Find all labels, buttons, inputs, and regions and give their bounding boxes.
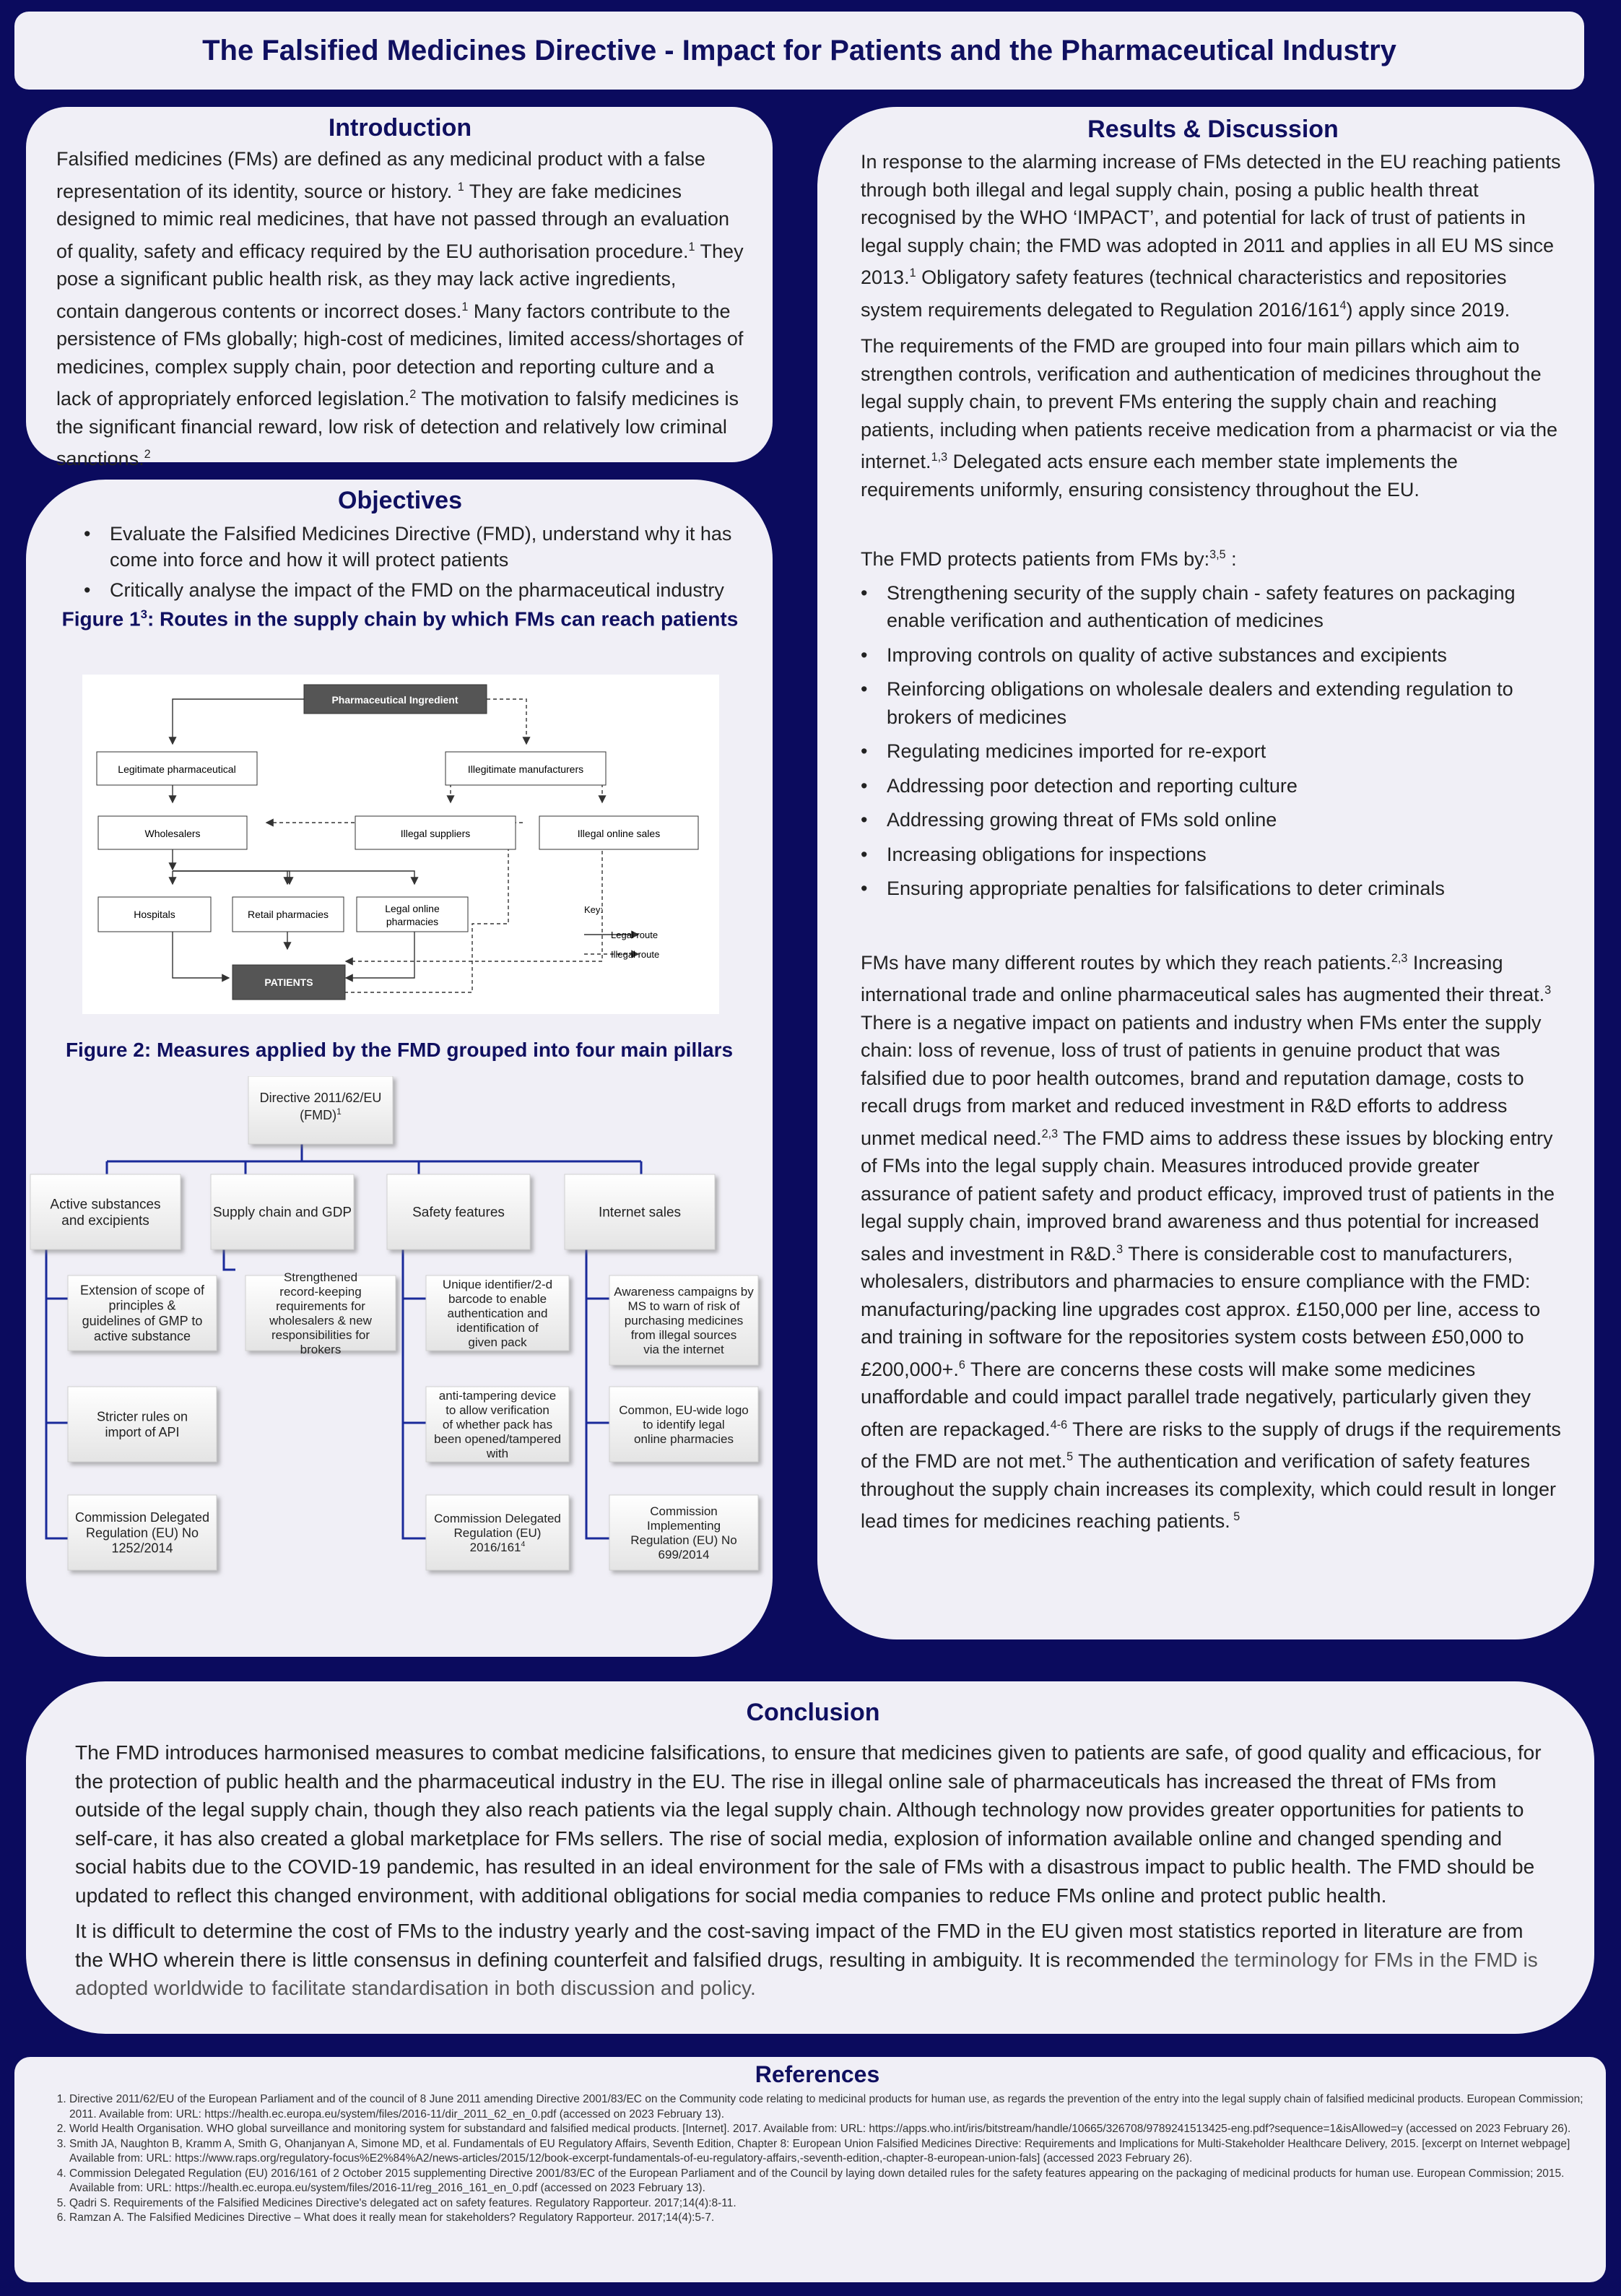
introduction-text (56, 145, 744, 473)
results-text: Increasing international trade and online pharmaceutical sales has augmented their threat. (861, 951, 1545, 1005)
citation: 1 (461, 300, 469, 313)
supply-chain-measure: Strengthened record-keeping requirements for wholesalers & new responsibilities for brokers (269, 1270, 372, 1357)
key-label: Key: (584, 904, 604, 915)
introduction-heading: Introduction (328, 114, 472, 142)
reference-item: 3. Smith JA, Naughton B, Kramm A, Smith G, Ohanjanyan A, Simone MD, et al. Fundamentals of EU Regulatory Affairs, Seventh Edition, Chapter 8: European Union Falsified Medicines Directive: Requirements and Implications for Multi-Stakeholder Healthcare Delivery, 2015. [excerpt on Internet webpage] Available from: URL: https://www.raps.org/regulatory-focus%E2%84%A2/news-articles/2015/12/book-excerpt-fundamentals-of-eu-regulatory-affairs,-seventh-edition,-chapter-8-european-union-fals] (accessed 2023 February 26). (69, 2137, 1584, 2167)
objective-item: • Evaluate the Falsified Medicines Directive (FMD), understand why it has come into force and how it will protect patients (110, 521, 745, 573)
reference-item: 4. Commission Delegated Regulation (EU) 2016/161 of 2 October 2015 supplementing Directive 2001/83/EC of the European Parliament and of the Council by laying down detailed rules for the safety features appearing on the packaging of medicinal products for human use. European Commission; 2015. Available from: URL: https://health.ec.europa.eu/system/files/2016-11/reg_2016_161_en_0.pdf (accessed on 2023 February 13). (69, 2167, 1584, 2196)
references-list (51, 2092, 1584, 2226)
citation: 2 (409, 388, 417, 401)
node-illegal-online-sales: Illegal online sales (577, 828, 661, 839)
citation: 2,3 (1391, 951, 1408, 965)
results-paragraph-4 (861, 945, 1565, 1535)
supply-chain-diagram (82, 675, 719, 1014)
references-heading: References (755, 2061, 880, 2087)
active-substances-measure: Stricter rules on import of API (96, 1409, 188, 1439)
node-legal-online-pharmacies-2: pharmacies (386, 916, 439, 927)
conclusion-paragraph-1: The FMD introduces harmonised measures to combat medicine falsifications, to ensure that medicines given to patients are safe, of good quality and efficacious, for the protection of public health and the pharmaceutical industry in the EU. The rise in illegal online sale of pharmaceuticals has increased the threat of FMs from outside of the legal supply chain, though they also reach patients via the legal supply chain. Although technology now provides greater opportunities for patients to self-care, it has also created a global marketplace for FMs sellers. The rise of social media, explosion of information available online and changed spending and social habits due to the COVID-19 pandemic, has resulted in an ideal environment for the sale of FMs with a disastrous impact to public health. The FMD should be updated to reflect this changed environment, with additional obligations for social media companies to reduce FMs online and protect public health. (75, 1741, 1542, 1907)
key-illegal-route: Illegal route (611, 949, 660, 960)
intro-sentence: They are fake medicines designed to mimic real medicines, that have not passed through an evaluation of quality, safety and efficacy required by the EU authorisation procedure. (56, 180, 730, 262)
root-text: (FMD) (300, 1108, 337, 1122)
results-text: There are concerns these costs will make some medicines unaffordable and could impact parallel trade negatively, particularly given they often are repackaged. (861, 1358, 1531, 1440)
protection-item: • Ensuring appropriate penalties for falsifications to deter criminals (887, 875, 1565, 903)
citation: 3 (1544, 984, 1552, 997)
citation: 1,3 (931, 451, 948, 464)
intro-sentence: They pose a significant public health risk, as they may lack active ingredients, contain dangerous contents or incorrect doses. (56, 240, 744, 322)
safety-features-measure: anti-tampering device to allow verification of whether pack has been opened/tampered with (434, 1388, 561, 1461)
objectives-heading: Objectives (338, 487, 462, 514)
results-text: FMs have many different routes by which they reach patients. (861, 951, 1391, 974)
results-heading: Results & Discussion (1087, 116, 1339, 143)
root-line-2 (300, 1106, 342, 1122)
node-patients: PATIENTS (264, 976, 313, 988)
results-text: The requirements of the FMD are grouped into four main pillars which aim to strengthen controls, verification and authentication of medicines throughout the legal supply chain, to prevent FMs entering the supply chain and reaching patients, including when patients receive medication from a pharmacist or via the internet. (861, 335, 1557, 472)
figure2-caption: Figure 2: Measures applied by the FMD grouped into four main pillars (65, 1039, 734, 1061)
node-illegal-suppliers: Illegal suppliers (400, 828, 471, 839)
protection-item: • Improving controls on quality of active substances and excipients (887, 641, 1565, 670)
poster-title: The Falsified Medicines Directive - Impact for Patients and the Pharmaceutical Industry (202, 34, 1396, 66)
intro-sentence: Many factors contribute to the persistence of FMs globally; high-cost of medicines, limited access/shortages of medicines, complex supply chain, poor detection and reporting culture and a lack of appropriately enforced legislation. (56, 300, 744, 410)
safety-features-measure: Commission Delegated Regulation (EU) $2016/161^4$ (434, 1511, 561, 1555)
protection-item: • Strengthening security of the supply chain - safety features on packaging enable verification and authentication of medicines (887, 579, 1565, 635)
objectives-list (55, 521, 745, 603)
internet-sales-measure: Common, EU-wide logo to identify legal online pharmacies (619, 1403, 749, 1447)
title-banner (14, 12, 1584, 90)
results-text: There are risks to the supply of drugs if the requirements of the FMD are not met. (861, 1418, 1561, 1472)
results-paragraph-1 (861, 148, 1565, 324)
citation: 5 (1066, 1450, 1074, 1463)
results-text: In response to the alarming increase of FMs detected in the EU reaching patients through both illegal and legal supply chain, posing a public health threat recognised by the WHO ‘IMPACT’, and potential for lack of trust of patients in legal supply chain; the FMD was adopted in 2011 and applies in all EU MS since 2013. (861, 151, 1561, 288)
citation: 3 (140, 607, 147, 621)
results-text: The FMD aims to address these issues by blocking entry of FMs into the legal supply chain. Measures introduced provide greater assurance of patient safety and product efficacy, improved trust of patients in the legal supply chain, improved brand awareness and thus potential for increased sales and investment in R&D. (861, 1127, 1555, 1265)
conclusion-text: the terminology for FMs in the FMD is adopted worldwide to facilitate standardisation in both discussion and policy. (75, 1948, 1538, 1999)
citation: 5 (1230, 1510, 1240, 1523)
citation: 2,3 (1041, 1127, 1059, 1140)
results-text: The authentication and verification of safety features throughout the supply chain increases its complexity, which could result in longer lead times for medicines reaching patients. (861, 1450, 1557, 1532)
root-line-1: Directive 2011/62/EU (259, 1091, 382, 1105)
fmd-pillars-diagram (29, 1076, 767, 1596)
conclusion-heading: Conclusion (746, 1699, 880, 1726)
protection-item: • Regulating medicines imported for re-export (887, 737, 1565, 766)
node-legal-online-pharmacies-1: Legal online (385, 903, 440, 914)
key-legal-route: Legal route (611, 930, 659, 940)
citation: 4 (1339, 298, 1347, 312)
internet-sales-measure: Awareness campaigns by MS to warn of risk of purchasing medicines from illegal sources via the internet (614, 1284, 754, 1357)
protection-item: • Addressing growing threat of FMs sold online (887, 806, 1565, 834)
internet-sales-measure: Commission Implementing Regulation (EU) No 699/2014 (630, 1504, 737, 1562)
node-illegitimate-manufacturers: Illegitimate manufacturers (467, 763, 584, 775)
protection-list (861, 579, 1565, 903)
caption-text: : Routes in the supply chain by which FMs can reach patients (147, 607, 739, 631)
active-substances-measure: Commission Delegated Regulation (EU) No 1252/2014 (74, 1510, 210, 1556)
node-legitimate-pharmaceutical: Legitimate pharmaceutical (118, 763, 236, 775)
pillar-3: Safety features (412, 1205, 505, 1221)
protection-item: • Reinforcing obligations on wholesale dealers and extending regulation to brokers of medicines (887, 675, 1565, 731)
conclusion-paragraph-2 (75, 1917, 1551, 2003)
results-text: Delegated acts ensure each member state implements the requirements uniformly, ensuring consistency throughout the EU. (861, 451, 1458, 501)
citation: 3 (1116, 1242, 1124, 1256)
reference-item: 2. World Health Organisation. WHO global surveillance and monitoring system for substandard and falsified medical products. [Internet]. 2017. Available from: URL: https://apps.who.int/iris/bitstream/handle/10665/326708/9789241513425-eng.pdf?sequence=1&isAllowed=y (accessed on 2023 February 26). (69, 2122, 1584, 2137)
intro-sentence: The motivation to falsify medicines is the significant financial reward, low risk of detection and relatively low criminal sanctions. (56, 388, 739, 469)
reference-item: 6. Ramzan A. The Falsified Medicines Directive – What does it really mean for stakeholders? Regulatory Rapporteur. 2017;14(4):5-7. (69, 2211, 1584, 2226)
results-text: The FMD protects patients from FMs by: (861, 548, 1210, 570)
results-text: Obligatory safety features (technical characteristics and repositories system requirements delegated to Regulation 2016/161 (861, 267, 1507, 321)
figure1-caption (55, 607, 745, 631)
pillar-1: Active substances and excipients (50, 1197, 161, 1229)
citation: 1 (909, 267, 916, 280)
citation: 4-6 (1050, 1418, 1068, 1431)
pillar-2: Supply chain and GDP (212, 1205, 352, 1221)
results-text: There is a negative impact on patients and industry when FMs enter the supply chain: loss of revenue, loss of trust of patients in genuine product that was falsified due to poor health outcomes, brand and reputation damage, costs to recall drugs from market and reduced investment in R&D efforts to address unmet medical need. (861, 1011, 1542, 1149)
citation: 3,5 (1209, 548, 1226, 561)
citation: 1 (336, 1106, 342, 1117)
protection-item: • Increasing obligations for inspections (887, 841, 1565, 869)
results-paragraph-2 (861, 332, 1565, 503)
results-text: ) apply since 2019. (1346, 298, 1511, 321)
active-substances-measure: Extension of scope of principles & guidelines of GMP to active substance (79, 1283, 205, 1344)
citation: 1 (457, 180, 464, 194)
node-retail-pharmacies: Retail pharmacies (247, 909, 329, 920)
safety-features-measure: Unique identifier/2-d barcode to enable authentication and identification of given pack (442, 1277, 553, 1350)
reference-item: 1. Directive 2011/62/EU of the European Parliament and of the council of 8 June 2011 amending Directive 2001/83/EC on the Community code relating to medicinal products for human use, as regards the prevention of the entry into the legal supply chain of falsified medicinal products. European Commission; 2011. Available from: URL: https://health.ec.europa.eu/system/files/2016-11/dir_2011_62_en_0.pdf (accessed on 2023 February 13). (69, 2092, 1584, 2122)
introduction-section (26, 107, 773, 469)
node-pharmaceutical-ingredient: Pharmaceutical Ingredient (331, 694, 459, 706)
reference-item: 5. Qadri S. Requirements of the Falsified Medicines Directive's delegated act on safety features. Regulatory Rapporteur. 2017;14(4):8-11. (69, 2196, 1584, 2211)
conclusion-text: It is difficult to determine the cost of FMs to the industry yearly and the cost-saving impact of the FMD in the EU given most statistics reported in literature are from the WHO wherein there is little consensus in defining counterfeit and falsified drugs, resulting in ambiguity. It is recommended (75, 1920, 1524, 1971)
intro-sentence: Falsified medicines (FMs) are defined as any medicinal product with a false representation of its identity, source or history. (56, 148, 705, 202)
citation: 6 (958, 1358, 965, 1372)
results-text: There is considerable cost to manufacturers, wholesalers, distributors and pharmacies to ensure compliance with the FMD: manufacturing/packing line upgrades cost approx. £150,000 per line, access to and training in software for the repositories system costs between £50,000 to £200,000+. (861, 1242, 1541, 1380)
results-section (817, 107, 1594, 1639)
results-paragraph-3 (861, 541, 1565, 573)
results-text: : (1225, 548, 1237, 570)
node-hospitals: Hospitals (134, 909, 175, 920)
citation: 1 (688, 240, 695, 254)
citation: 2 (144, 448, 151, 461)
protection-item: • Addressing poor detection and reporting culture (887, 772, 1565, 800)
caption-text: Figure 1 (61, 607, 141, 631)
conclusion-section (26, 1681, 1594, 2034)
pillar-4: Internet sales (598, 1205, 682, 1221)
objective-item: • Critically analyse the impact of the FMD on the pharmaceutical industry (110, 577, 745, 603)
references-section (14, 2057, 1606, 2282)
node-wholesalers: Wholesalers (144, 828, 201, 839)
